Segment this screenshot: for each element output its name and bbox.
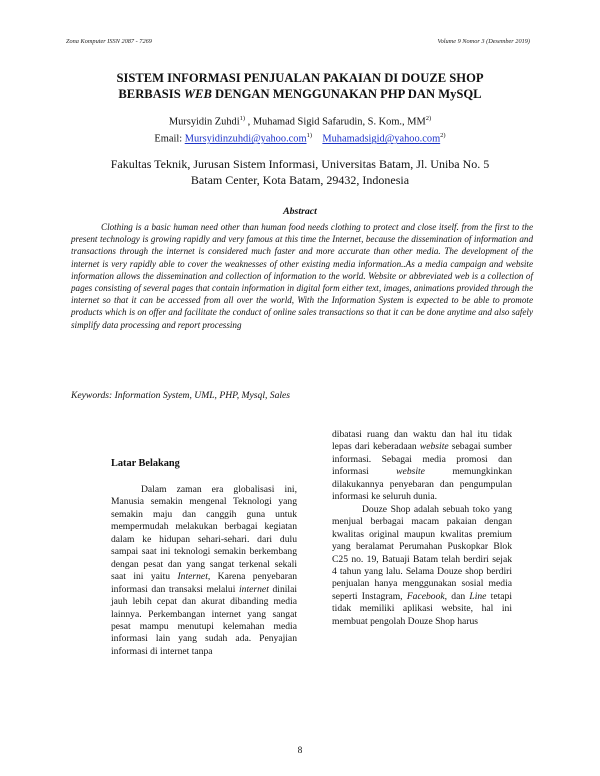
left-p1-text-b: , Karena penyebaran informasi dan transaksi melalui: [111, 571, 297, 595]
author-emails: [0, 129, 600, 146]
title-web-italic: WEB: [183, 87, 212, 101]
email-label: Email:: [154, 133, 185, 145]
affiliation: [0, 156, 600, 188]
author-block: [0, 112, 600, 147]
right-paragraph-1: [332, 429, 512, 504]
title-line-2-start: BERBASIS: [118, 87, 184, 101]
left-p1-italic-2: internet: [239, 583, 269, 595]
right-p2-text-a: Douze Shop adalah sebuah toko yang menjual berbagai macam pakaian dengan kwalitas original maupun kwalitas premium yang beralamat Perumahan Puskopkar Blok C25 no. 19, Batuaji Batam telah berdiri sejak 4 tahun yang lalu. Selama Douze shop berdiri penjualan hanya menggunakan sosial media seperti Instagram,: [332, 503, 512, 602]
abstract-heading: Abstract: [283, 206, 317, 217]
right-p2-text-b: , dan: [444, 590, 470, 602]
journal-header-left: Zona Komputer ISSN 2087 - 7269: [66, 38, 152, 45]
email-link-1[interactable]: Mursyidinzuhdi@yahoo.com: [184, 133, 307, 145]
right-p1-text-b: sebagai sumber informasi. Sebagai media promosi dan informasi: [332, 441, 512, 478]
author-2-sup: 2): [425, 115, 432, 122]
paper-title: [0, 70, 600, 102]
right-p1-italic-2: website: [396, 466, 425, 478]
left-p1-text-c: dinilai jauh lebih cepat dan akurat dibanding media lainnya. Perkembangan internet yang sangat pesat mampu menutupi kelemahan media informasi lain yang sudah ada. Penyajian informasi di internet tanpa: [111, 583, 297, 657]
affiliation-line-1: Fakultas Teknik, Jurusan Sistem Informasi, Universitas Batam, Jl. Uniba No. 5: [110, 157, 490, 171]
left-p1-italic-1: Internet: [177, 571, 208, 583]
affiliation-line-2: Batam Center, Kota Batam, 29432, Indonesia: [190, 173, 410, 187]
journal-header-right: Volume 9 Nomor 3 (Desember 2019): [437, 38, 530, 45]
title-line-2: [0, 86, 600, 102]
author-1-sup: 1): [239, 115, 246, 122]
left-p1-text-a: Dalam zaman era globalisasi ini, Manusia semakin mengenal Teknologi yang semakin maju dan canggih guna untuk mempermudah melakukan berbagai kegiatan dalam ke hidupan sehari-sehari. dari dulu sampai saat ini teknologi semakin berkembang dengan pesat dan yang sangat terkenal sekali saat ini yaitu: [111, 484, 297, 583]
page-number: 8: [297, 746, 303, 756]
right-paragraph-2: [332, 504, 512, 629]
right-p1-text-a: dibatasi ruang dan waktu dan hal itu tidak lepas dari keberadaan: [332, 429, 512, 453]
keywords: Keywords: Information System, UML, PHP, Mysql, Sales: [71, 390, 291, 401]
right-p1-italic-1: website: [419, 441, 449, 453]
right-p2-text-c: tetapi tidak memiliki aplikasi website, hal ini membuat pengolah Douze Shop harus: [332, 590, 512, 627]
left-column: [111, 484, 297, 658]
author-2: Muhamad Sigid Safarudin, S. Kom., MM: [252, 116, 426, 128]
right-column: [332, 429, 512, 628]
author-separator: ,: [245, 116, 253, 128]
right-p1-text-c: memungkinkan dilakukannya penyebaran dan pengumpulan informasi ke seluruh dunia.: [332, 466, 512, 503]
right-p2-italic-2: Line: [469, 590, 487, 602]
right-p2-italic-1: Facebook: [406, 590, 445, 602]
author-1: Mursyidin Zuhdi: [168, 116, 240, 128]
title-line-2-end: DENGAN MENGGUNAKAN PHP DAN MySQL: [211, 87, 482, 101]
title-line-1: SISTEM INFORMASI PENJUALAN PAKAIAN DI DOUZE SHOP: [116, 71, 484, 85]
abstract-text: Clothing is a basic human need other than human food needs clothing to protect and close itself. from the first to the present technology is growing rapidly and very famous at this time the Internet, because the dissemination of information and transactions through the internet is considered much faster and more accurate than other media. The development of the internet is very rapidly able to cover the weaknesses of other existing media information..As a media campaign and website information allows the dissemination and collection of information to the world. Website or abbreviated web is a collection of pages consisting of several pages that contain information in digital form either text, images, animations provided through the internet so that it can be accessed from all over the world, With the Information System is expected to be able to promote products which is on offer and facilitate the conduct of online sales transactions so that it can be done anytime and also safely simplify data processing and report processing: [71, 222, 533, 330]
author-names: [0, 112, 600, 129]
email-link-2[interactable]: Muhamadsigid@yahoo.com: [322, 133, 441, 145]
email-1-sup: 1): [306, 132, 312, 140]
email-2-sup: 2): [440, 132, 446, 140]
section-heading: Latar Belakang: [111, 458, 180, 469]
left-paragraph-1: [111, 484, 297, 658]
